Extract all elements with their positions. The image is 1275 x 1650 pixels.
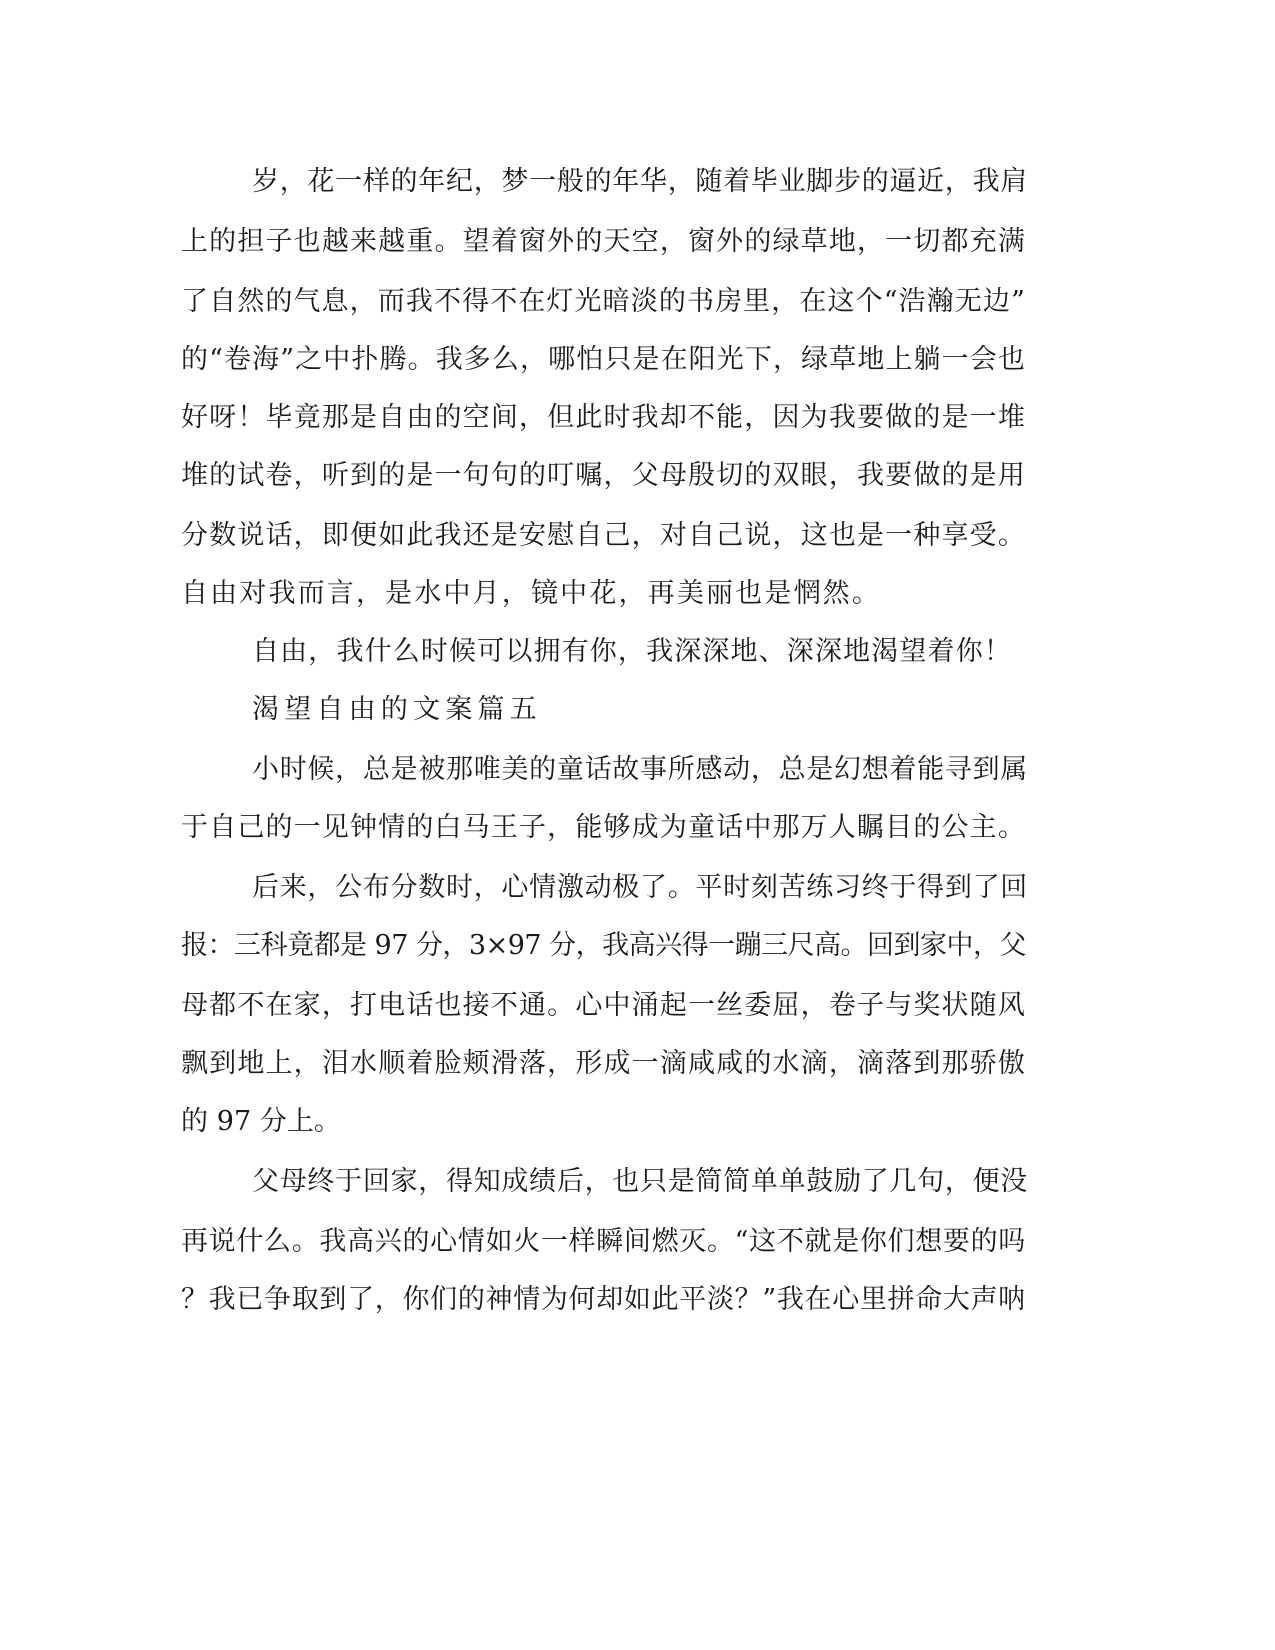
text-line: 岁，花一样的年纪，梦一般的年华，随着毕业脚步的逼近，我肩 — [252, 166, 1028, 197]
text-line: 好呀！毕竟那是自由的空间，但此时我却不能，因为我要做的是一堆 — [181, 402, 1027, 433]
text-line: 的“卷海”之中扑腾。我多么，哪怕只是在阳光下，绿草地上躺一会也 — [181, 344, 1026, 375]
text-line: 的 97 分上。 — [181, 1106, 341, 1137]
text-line: ？我已争取到了，你们的神情为何却如此平淡？”我在心里拼命大声呐 — [181, 1284, 1026, 1315]
text-line: 飘到地上，泪水顺着脸颊滑落，形成一滴咸咸的水滴，滴落到那骄傲 — [181, 1048, 1027, 1079]
text-line: 上的担子也越来越重。望着窗外的天空，窗外的绿草地，一切都充满 — [181, 226, 1027, 257]
text-line: 再说什么。我高兴的心情如火一样瞬间燃灭。“这不就是你们想要的吗 — [181, 1226, 1026, 1257]
text-line: 了自然的气息，而我不得不在灯光暗淡的书房里，在这个“浩瀚无边” — [181, 286, 1026, 317]
text-line: 小时候，总是被那唯美的童话故事所感动，总是幻想着能寻到属 — [252, 754, 1028, 785]
text-line: 母都不在家，打电话也接不通。心中涌起一丝委屈，卷子与奖状随风 — [181, 990, 1027, 1021]
section-heading: 渴望自由的文案篇五 — [252, 694, 542, 725]
text-line: 后来，公布分数时，心情激动极了。平时刻苦练习终于得到了回 — [252, 872, 1028, 903]
text-line: 分数说话，即便如此我还是安慰自己，对自己说，这也是一种享受。 — [181, 520, 1027, 551]
text-line: 报：三科竟都是 97 分，3×97 分，我高兴得一蹦三尺高。回到家中，父 — [181, 930, 1027, 961]
text-line: 父母终于回家，得知成绩后，也只是简简单单鼓励了几句，便没 — [252, 1166, 1028, 1197]
text-line: 自由对我而言，是水中月，镜中花，再美丽也是惘然。 — [181, 578, 882, 609]
text-line: 于自己的一见钟情的白马王子，能够成为童话中那万人瞩目的公主。 — [181, 812, 1027, 843]
text-line: 自由，我什么时候可以拥有你，我深深地、深深地渴望着你！ — [252, 636, 1012, 667]
text-line: 堆的试卷，听到的是一句句的叮嘱，父母殷切的双眼，我要做的是用 — [181, 460, 1027, 491]
